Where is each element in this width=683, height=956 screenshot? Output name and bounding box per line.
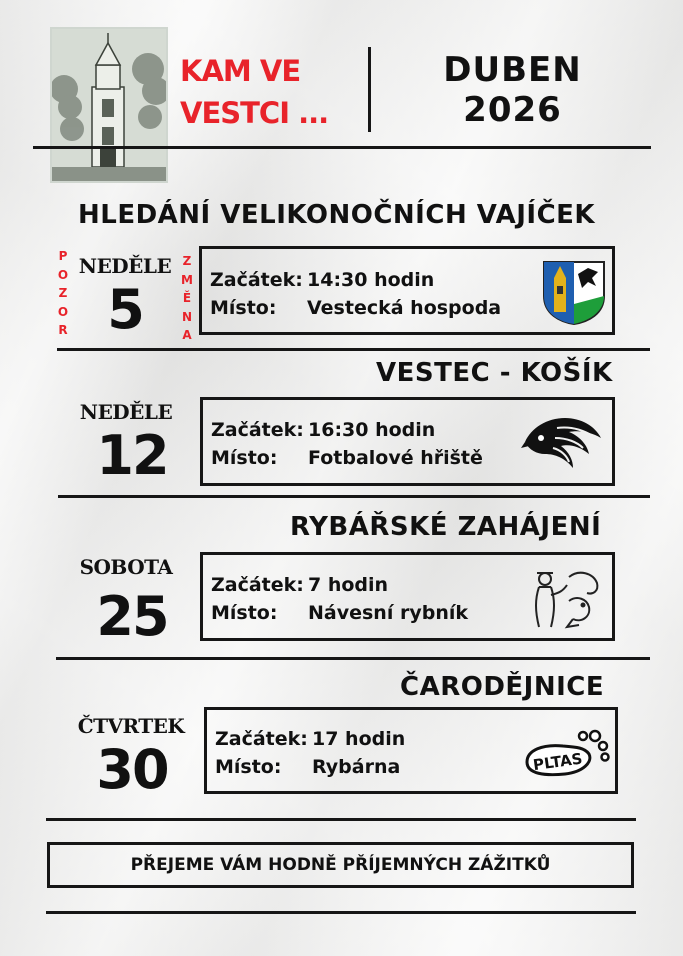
year-label: 2026 <box>463 90 562 130</box>
event-day: SOBOTA <box>79 555 173 579</box>
event-day: NEDĚLE <box>78 254 172 278</box>
pozor-vertical-label: P O Z O R <box>57 249 69 337</box>
divider <box>46 911 636 914</box>
eagle-icon <box>521 408 605 484</box>
event-title: ČARODĚJNICE <box>400 672 605 702</box>
event-info-box <box>200 397 615 486</box>
divider <box>56 657 650 660</box>
title-line-2: VESTCI ... <box>180 96 329 130</box>
svg-text:PLTAS: PLTAS <box>531 749 584 775</box>
footer-message: PŘEJEME VÁM HODNĚ PŘÍJEMNÝCH ZÁŽITKŮ <box>130 855 551 875</box>
header-divider <box>368 47 371 132</box>
event-day: ČTVRTEK <box>77 714 185 738</box>
event-start: Začátek: 16:30 hodin <box>211 419 436 441</box>
event-info-box <box>199 246 615 335</box>
event-start: Začátek: 7 hodin <box>211 574 389 596</box>
event-place: Místo: Fotbalové hřiště <box>211 447 483 469</box>
event-place: Místo: Vestecká hospoda <box>210 297 502 319</box>
event-info-box <box>200 552 615 641</box>
zmena-vertical-label: Z M Ě N A <box>181 254 193 342</box>
event-date: 12 <box>96 424 168 487</box>
event-date: 5 <box>107 278 143 341</box>
footer-box <box>47 842 634 888</box>
event-place: Místo: Rybárna <box>215 756 401 778</box>
church-tower-photo <box>50 27 168 183</box>
divider <box>58 495 650 498</box>
divider <box>33 146 651 149</box>
event-date: 25 <box>96 585 168 648</box>
month-year <box>420 50 605 130</box>
event-start: Začátek: 14:30 hodin <box>210 269 435 291</box>
coat-of-arms-icon <box>542 260 606 330</box>
title-line-1: KAM VE <box>180 54 301 88</box>
event-start: Začátek: 17 hodin <box>215 728 406 750</box>
event-title: VESTEC - KOŠÍK <box>376 358 613 388</box>
event-day: NEDĚLE <box>79 400 173 424</box>
page-title <box>180 50 360 134</box>
fisherman-icon <box>529 565 603 635</box>
event-place: Místo: Návesní rybník <box>211 602 468 624</box>
month-label: DUBEN <box>443 50 582 90</box>
footprint-logo-icon <box>523 726 611 784</box>
event-date: 30 <box>96 738 168 801</box>
event-info-box <box>204 707 618 794</box>
event-title: HLEDÁNÍ VELIKONOČNÍCH VAJÍČEK <box>78 200 596 230</box>
divider <box>57 348 650 351</box>
divider <box>46 818 636 821</box>
event-title: RYBÁŘSKÉ ZAHÁJENÍ <box>290 512 602 542</box>
